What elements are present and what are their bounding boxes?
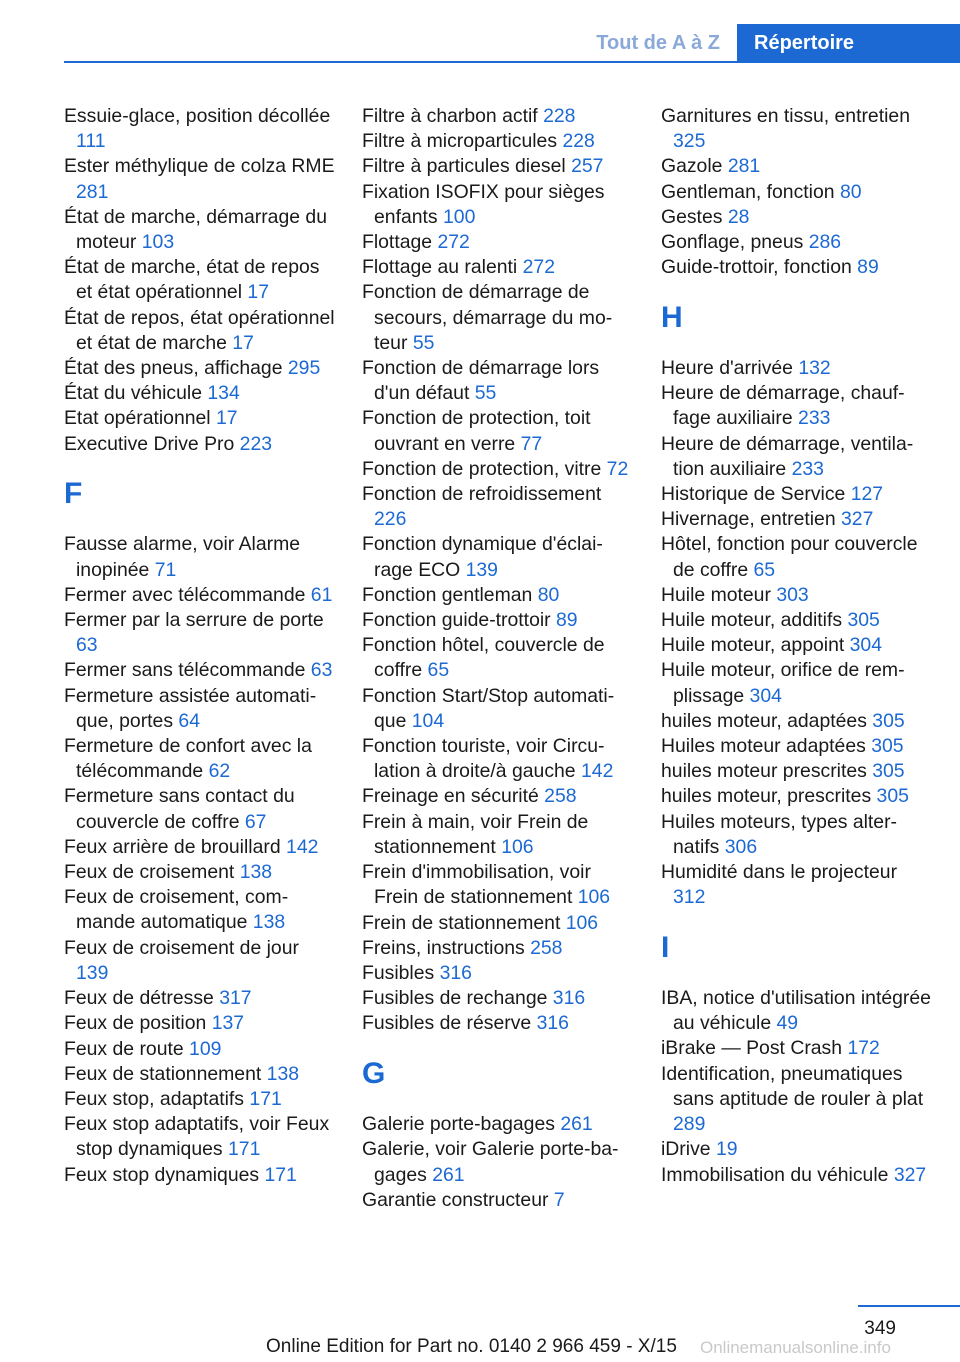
- page-link[interactable]: 306: [724, 835, 758, 858]
- page-link[interactable]: 67: [244, 810, 267, 833]
- index-entry-text: Fusibles de réserve: [362, 1012, 532, 1035]
- page-link[interactable]: 64: [178, 709, 200, 732]
- page-link[interactable]: 100: [443, 205, 476, 228]
- index-entry: [64, 306, 336, 356]
- tab-repertoire[interactable]: Répertoire: [737, 24, 960, 62]
- index-entry-text: huiles moteur, adaptées: [661, 709, 867, 732]
- index-entry: [64, 835, 336, 860]
- index-entry: [661, 230, 933, 255]
- index-entry-text: Gentleman, fonction: [661, 180, 835, 203]
- index-entry-text: Feux de détresse: [64, 987, 214, 1010]
- index-entry-text: Identification, pneumatiques sans aptitude de rouler à plat: [661, 1062, 924, 1110]
- index-entry: [661, 482, 933, 507]
- section-letter-text: I: [661, 931, 670, 965]
- page-link[interactable]: 281: [76, 180, 109, 203]
- page-link[interactable]: 17: [232, 331, 254, 354]
- page-link[interactable]: 139: [465, 558, 498, 581]
- page-link[interactable]: 106: [565, 911, 599, 934]
- index-entry: [64, 406, 336, 431]
- page-link[interactable]: 28: [727, 205, 750, 228]
- page-link[interactable]: 233: [798, 407, 831, 430]
- index-entry-text: Executive Drive Pro: [64, 432, 235, 455]
- watermark: Onlinemanualsonline.info: [700, 1338, 891, 1357]
- section-letter-text: F: [64, 477, 83, 511]
- index-entry: [362, 986, 634, 1011]
- index-entry-text: Heure de démarrage, ventilation auxiliaire: [661, 432, 914, 480]
- page-link[interactable]: 49: [776, 1012, 799, 1035]
- index-entry: [64, 1163, 336, 1188]
- index-entry: [362, 406, 634, 456]
- page-link[interactable]: 228: [562, 130, 595, 153]
- index-entry: [362, 280, 634, 356]
- index-entry: [64, 205, 336, 255]
- index-entry-text: Fermer par la serrure de porte: [64, 609, 324, 632]
- page-link[interactable]: 89: [857, 256, 879, 279]
- index-entry-text: Fusibles: [362, 961, 435, 984]
- index-entry: [64, 860, 336, 885]
- page-link[interactable]: 55: [474, 382, 497, 405]
- index-entry-text: Filtre à microparticules: [362, 130, 558, 153]
- page-link[interactable]: 138: [266, 1062, 300, 1085]
- index-entry: [64, 154, 336, 204]
- index-entry: [64, 1087, 336, 1112]
- index-entry: [661, 583, 933, 608]
- index-entry-text: Gazole: [661, 155, 723, 178]
- index-entry-text: État de repos, état opérationnel et état de marche: [64, 306, 335, 354]
- page-link[interactable]: 132: [798, 357, 831, 380]
- page-link[interactable]: 327: [841, 508, 874, 531]
- index-entry: [64, 1037, 336, 1062]
- index-entry-text: Feux stop dynamiques: [64, 1163, 260, 1186]
- index-entry-text: Fermeture assistée automatique, portes: [64, 684, 317, 732]
- page-link[interactable]: 171: [228, 1138, 261, 1161]
- page-link[interactable]: 303: [776, 583, 809, 606]
- index-entry-text: Fonction touriste, voir Circulation à droite/à gauche: [362, 735, 605, 783]
- page-link[interactable]: 295: [287, 357, 321, 380]
- index-column-1: [64, 104, 336, 1188]
- index-entry-text: Feux de croisement: [64, 861, 235, 884]
- index-entry: [64, 583, 336, 608]
- index-entry-text: Guide-trottoir, fonction: [661, 256, 852, 279]
- page-link[interactable]: 258: [530, 936, 563, 959]
- index-entry-text: Flottage: [362, 231, 433, 254]
- page-link[interactable]: 305: [847, 609, 880, 632]
- index-entry: [64, 784, 336, 834]
- page-link[interactable]: 65: [753, 558, 776, 581]
- index-entry-text: Garantie constructeur: [362, 1188, 549, 1211]
- index-entry-text: État de marche, état de repos et état opérationnel: [64, 256, 320, 304]
- index-entry-text: Galerie porte-bagages: [362, 1113, 555, 1136]
- index-entry-text: Feux stop adaptatifs, voir Feux stop dynamiques: [64, 1113, 330, 1161]
- page-link[interactable]: 272: [437, 231, 470, 254]
- index-entry-text: Frein de stationnement: [362, 911, 561, 934]
- index-entry: [362, 180, 634, 230]
- page-link[interactable]: 281: [727, 155, 761, 178]
- index-entry-text: Freins, instructions: [362, 936, 525, 959]
- index-entry-text: Feux de croisement, commande automatique: [64, 886, 289, 934]
- index-entry-text: Fonction de refroidissement: [362, 483, 602, 506]
- index-entry-text: Heure d'arrivée: [661, 357, 793, 380]
- index-entry: [661, 255, 933, 280]
- page-link[interactable]: 142: [581, 760, 614, 783]
- page-link[interactable]: 258: [544, 785, 577, 808]
- page-link[interactable]: 257: [571, 155, 604, 178]
- index-entry: [64, 986, 336, 1011]
- edition-line: Online Edition for Part no. 0140 2 966 459 - X/15: [266, 1336, 677, 1357]
- page-link[interactable]: 77: [520, 432, 543, 455]
- index-entry: [362, 154, 634, 179]
- page-link[interactable]: 312: [673, 886, 706, 909]
- index-entry-text: Hôtel, fonction pour couvercle de coffre: [661, 533, 918, 581]
- page-link[interactable]: 172: [847, 1037, 880, 1060]
- index-entry-text: Fusibles de rechange: [362, 987, 548, 1010]
- index-entry: [64, 356, 336, 381]
- index-entry: [661, 532, 933, 582]
- index-entry: [362, 734, 634, 784]
- index-entry: [362, 532, 634, 582]
- page-link[interactable]: 327: [893, 1163, 927, 1186]
- index-entry-text: Huiles moteurs, types alternatifs: [661, 810, 898, 858]
- page-link[interactable]: 80: [839, 180, 862, 203]
- index-entry: [362, 1011, 634, 1036]
- index-entry-text: Feux stop, adaptatifs: [64, 1087, 245, 1110]
- page-link[interactable]: 223: [239, 432, 273, 455]
- page-link[interactable]: 316: [536, 1012, 569, 1035]
- page-link[interactable]: 305: [872, 760, 905, 783]
- index-entry: [661, 608, 933, 633]
- section-letter: [64, 457, 336, 533]
- index-entry: [661, 381, 933, 431]
- index-entry: [661, 1137, 933, 1162]
- page-link[interactable]: 304: [849, 634, 882, 657]
- page-link[interactable]: 137: [211, 1012, 245, 1035]
- index-entry: [661, 860, 933, 910]
- index-entry: [362, 457, 634, 482]
- page-link[interactable]: 289: [673, 1113, 706, 1136]
- index-entry: [661, 1163, 933, 1188]
- index-entry-text: Feux de route: [64, 1037, 184, 1060]
- index-column-3: [661, 104, 933, 1188]
- index-entry: [661, 759, 933, 784]
- index-entry-text: Fonction Start/Stop automatique: [362, 684, 615, 732]
- page-link[interactable]: 233: [791, 457, 824, 480]
- index-entry: [661, 810, 933, 860]
- index-entry: [362, 633, 634, 683]
- index-entry-text: Hivernage, entretien: [661, 508, 836, 531]
- page-number: 349: [864, 1318, 896, 1339]
- index-entry-text: Fonction de démarrage lors d'un défaut: [362, 357, 600, 405]
- index-entry-text: Historique de Service: [661, 483, 846, 506]
- page-link[interactable]: 106: [501, 835, 534, 858]
- page-link[interactable]: 134: [207, 382, 240, 405]
- index-entry-text: Freinage en sécurité: [362, 785, 539, 808]
- page-link[interactable]: 171: [264, 1163, 297, 1186]
- section-letter-text: G: [362, 1057, 386, 1091]
- index-entry: [661, 205, 933, 230]
- page-link[interactable]: 316: [552, 987, 586, 1010]
- page-link[interactable]: 55: [412, 331, 435, 354]
- index-entry: [362, 784, 634, 809]
- index-entry: [661, 356, 933, 381]
- index-entry: [64, 104, 336, 154]
- index-entry: [362, 583, 634, 608]
- index-entry-text: Flottage au ralenti: [362, 256, 518, 279]
- index-entry-text: Fonction hôtel, couvercle de coffre: [362, 634, 605, 682]
- page-link[interactable]: 103: [141, 231, 175, 254]
- index-entry-text: Fonction dynamique d'éclairage ECO: [362, 533, 603, 581]
- index-entry: [64, 936, 336, 986]
- index-entry: [362, 1188, 634, 1213]
- index-entry-text: Etat opérationnel: [64, 407, 211, 430]
- index-entry: [661, 986, 933, 1036]
- index-entry-text: Feux de stationnement: [64, 1062, 262, 1085]
- index-entry-text: Galerie, voir Galerie porte-bagages: [362, 1138, 619, 1186]
- index-entry-text: Feux arrière de brouillard: [64, 835, 281, 858]
- page-link[interactable]: 261: [560, 1113, 593, 1136]
- index-entry: [661, 154, 933, 179]
- index-entry-text: Heure de démarrage, chauffage auxiliaire: [661, 382, 905, 430]
- page-link[interactable]: 80: [537, 583, 560, 606]
- index-entry-text: Fermeture de confort avec la télécommande: [64, 735, 312, 783]
- index-entry-text: IBA, notice d'utilisation intégrée au véhicule: [661, 987, 931, 1035]
- page-link[interactable]: 325: [673, 130, 706, 153]
- page-link[interactable]: 261: [432, 1163, 465, 1186]
- page-link[interactable]: 272: [522, 256, 555, 279]
- page-link[interactable]: 142: [286, 835, 319, 858]
- index-entry-text: Huile moteur, appoint: [661, 634, 845, 657]
- page-link[interactable]: 61: [310, 583, 333, 606]
- index-entry-text: Huile moteur, orifice de remplissage: [661, 659, 905, 707]
- index-entry: [64, 658, 336, 683]
- index-entry-text: État du véhicule: [64, 382, 202, 405]
- index-entry: [64, 684, 336, 734]
- index-entry-text: Fausse alarme, voir Alarme inopinée: [64, 533, 301, 581]
- page-link[interactable]: 63: [310, 659, 333, 682]
- index-entry: [661, 432, 933, 482]
- index-entry-text: Filtre à particules diesel: [362, 155, 566, 178]
- index-entry-text: huiles moteur prescrites: [661, 760, 867, 783]
- section-letter-text: H: [661, 301, 683, 335]
- index-entry: [661, 507, 933, 532]
- page-link[interactable]: 65: [427, 659, 450, 682]
- page-link[interactable]: 316: [439, 961, 472, 984]
- section-letter: [362, 1037, 634, 1113]
- index-entry: [362, 1112, 634, 1137]
- page-link[interactable]: 71: [154, 558, 177, 581]
- index-entry: [661, 784, 933, 809]
- index-entry: [661, 658, 933, 708]
- index-entry-text: Fermer sans télécommande: [64, 659, 306, 682]
- index-entry: [661, 104, 933, 154]
- index-entry: [64, 1112, 336, 1162]
- page-link[interactable]: 226: [374, 508, 407, 531]
- tab-tout-de-a-a-z[interactable]: Tout de A à Z: [596, 32, 720, 54]
- index-entry: [64, 734, 336, 784]
- index-entry-text: Feux de position: [64, 1012, 207, 1035]
- page-link[interactable]: 62: [208, 760, 231, 783]
- index-entry-text: Frein d'immobilisation, voir Frein de stationnement: [362, 861, 591, 909]
- section-letter: [661, 910, 933, 986]
- page-link[interactable]: 89: [556, 609, 578, 632]
- index-entry-text: iDrive: [661, 1138, 711, 1161]
- index-entry-text: Huile moteur, additifs: [661, 609, 843, 632]
- page-link[interactable]: 171: [249, 1087, 282, 1110]
- index-entry-text: Fonction gentleman: [362, 583, 533, 606]
- index-entry-text: Gestes: [661, 205, 723, 228]
- index-column-2: [362, 104, 634, 1213]
- index-entry-text: Fonction guide-trottoir: [362, 609, 551, 632]
- index-entry: [362, 104, 634, 129]
- index-entry-text: Garnitures en tissu, entretien: [661, 105, 910, 127]
- index-entry: [661, 633, 933, 658]
- page-header: [0, 24, 960, 62]
- index-entry-text: Ester méthylique de colza RME: [64, 155, 335, 178]
- page-link[interactable]: 305: [871, 735, 904, 758]
- page-link[interactable]: 17: [247, 281, 269, 304]
- index-entry: [362, 1137, 634, 1187]
- page-link[interactable]: 317: [219, 987, 252, 1010]
- index-entry-text: Frein à main, voir Frein de stationnement: [362, 810, 589, 858]
- index-entry-text: Fonction de protection, vitre: [362, 457, 602, 480]
- index-entry: [64, 381, 336, 406]
- index-entry-text: huiles moteur, prescrites: [661, 785, 872, 808]
- page-link[interactable]: 139: [76, 961, 109, 984]
- page-link[interactable]: 286: [808, 231, 842, 254]
- page-link[interactable]: 138: [239, 861, 273, 884]
- index-entry-text: iBrake — Post Crash: [661, 1037, 843, 1060]
- page-link[interactable]: 305: [872, 709, 905, 732]
- page-link[interactable]: 104: [411, 709, 445, 732]
- index-entry: [362, 356, 634, 406]
- index-entry: [362, 936, 634, 961]
- index-entry-text: Immobilisation du véhicule: [661, 1163, 889, 1186]
- index-entry: [661, 709, 933, 734]
- index-entry-text: Feux de croisement de jour: [64, 936, 299, 959]
- page-link[interactable]: 111: [76, 130, 106, 153]
- index-entry: [362, 810, 634, 860]
- index-entry: [64, 1011, 336, 1036]
- index-entry-text: Fonction de démarrage de secours, démarrage du moteur: [362, 281, 613, 354]
- page-link[interactable]: 17: [216, 407, 238, 430]
- index-entry: [362, 860, 634, 910]
- page-link[interactable]: 19: [715, 1138, 738, 1161]
- page-link[interactable]: 72: [606, 457, 629, 480]
- index-entry-text: Humidité dans le projecteur: [661, 861, 898, 884]
- index-entry-text: Gonflage, pneus: [661, 231, 804, 254]
- page-link[interactable]: 63: [76, 634, 98, 657]
- index-entry-text: Fixation ISOFIX pour sièges enfants: [362, 180, 605, 228]
- index-entry: [362, 684, 634, 734]
- index-entry: [362, 911, 634, 936]
- page-link[interactable]: 7: [553, 1188, 565, 1211]
- index-entry-text: Fermer avec télécommande: [64, 583, 306, 606]
- page-link[interactable]: 304: [749, 684, 782, 707]
- index-entry-text: État de marche, démarrage du moteur: [64, 205, 327, 254]
- index-entry-text: Fermeture sans contact du couvercle de coffre: [64, 785, 295, 833]
- index-entry: [64, 255, 336, 305]
- page-link[interactable]: 127: [850, 483, 884, 506]
- index-entry: [362, 129, 634, 154]
- page-link[interactable]: 138: [252, 911, 286, 934]
- index-entry: [64, 885, 336, 935]
- index-entry-text: Huiles moteur adaptées: [661, 735, 866, 758]
- index-entry: [64, 432, 336, 457]
- index-entry-text: Filtre à charbon actif: [362, 105, 538, 127]
- index-entry: [362, 482, 634, 532]
- index-entry: [661, 180, 933, 205]
- footer-rule: [858, 1305, 960, 1307]
- index-entry: [362, 961, 634, 986]
- index-entry-text: Huile moteur: [661, 583, 771, 606]
- index-entry: [64, 1062, 336, 1087]
- index-entry: [661, 1062, 933, 1138]
- index-entry: [362, 608, 634, 633]
- index-entry-text: Essuie-glace, position décollée: [64, 105, 331, 127]
- page-link[interactable]: 228: [543, 105, 576, 127]
- page-link[interactable]: 106: [577, 886, 611, 909]
- index-entry-text: État des pneus, affichage: [64, 357, 283, 380]
- index-entry: [661, 734, 933, 759]
- index-entry: [64, 608, 336, 658]
- index-entry: [362, 230, 634, 255]
- header-rule: [64, 61, 960, 63]
- index-entry: [661, 1036, 933, 1061]
- index-entry: [362, 255, 634, 280]
- index-entry: [64, 532, 336, 582]
- page-link[interactable]: 109: [189, 1037, 222, 1060]
- section-letter: [661, 280, 933, 356]
- index-entry-text: Fonction de protection, toit ouvrant en verre: [362, 407, 591, 455]
- page-link[interactable]: 305: [876, 785, 909, 808]
